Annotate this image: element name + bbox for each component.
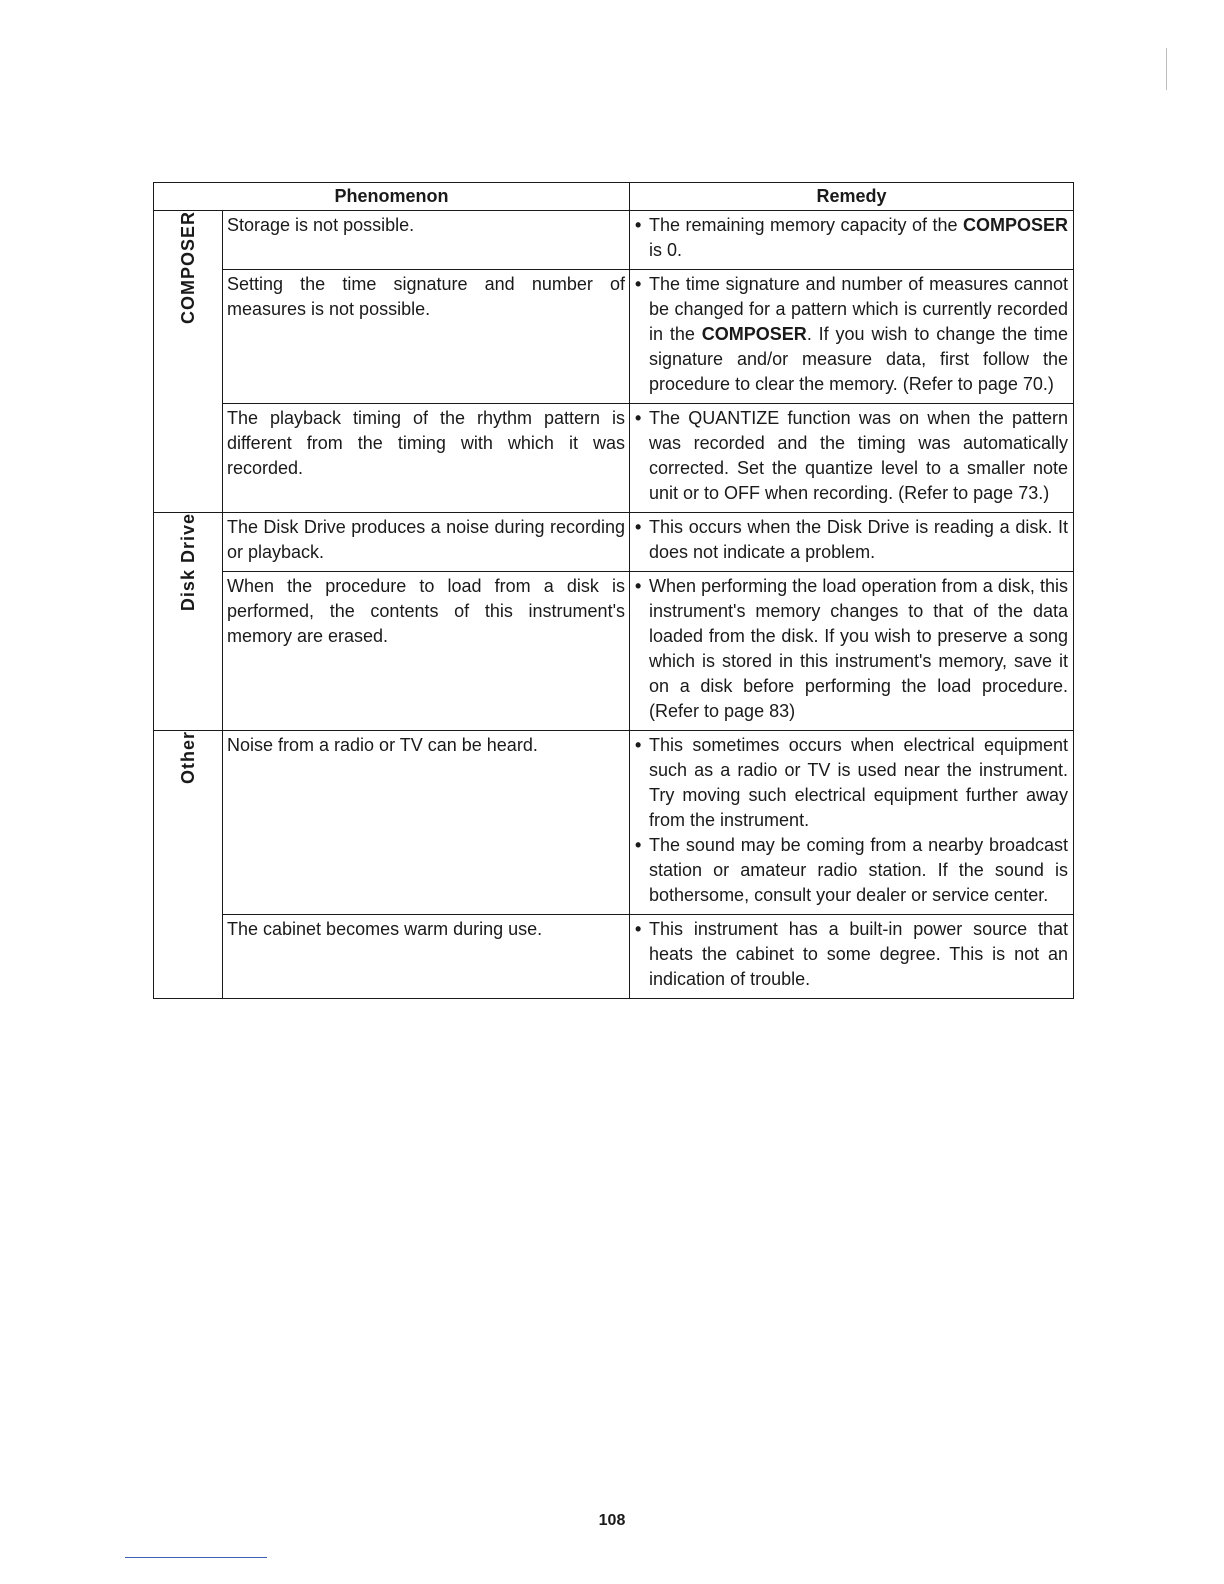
- table-row: [154, 513, 1074, 572]
- phenomenon-cell: Noise from a radio or TV can be heard.: [223, 731, 630, 915]
- category-other: [154, 731, 223, 999]
- bullet-icon: •: [635, 408, 642, 428]
- category-label: Disk Drive: [177, 513, 198, 612]
- remedy-header: Remedy: [630, 183, 1074, 211]
- table-row: [154, 572, 1074, 731]
- remedy-cell: • This occurs when the Disk Drive is reading a disk. It does not indicate a problem.: [630, 513, 1074, 572]
- category-composer: [154, 211, 223, 513]
- category-disk-drive: [154, 513, 223, 731]
- phenomenon-cell: Setting the time signature and number of measures is not possible.: [223, 270, 630, 404]
- troubleshooting-table: [153, 182, 1074, 999]
- category-label: COMPOSER: [177, 211, 198, 325]
- remedy-cell: • This instrument has a built-in power source that heats the cabinet to some degree. This is not an indication of trouble.: [630, 915, 1074, 999]
- composer-term: COMPOSER: [963, 215, 1069, 235]
- phenomenon-cell: The Disk Drive produces a noise during recording or playback.: [223, 513, 630, 572]
- remedy-cell: • This sometimes occurs when electrical equipment such as a radio or TV is used near the instrument. Try moving such electrical equipment further away from the instrument. • The sound may be coming from a nearby broadcast station or amateur radio station. If the sound is bothersome, consult your dealer or service center.: [630, 731, 1074, 915]
- phenomenon-cell: The cabinet becomes warm during use.: [223, 915, 630, 999]
- phenomenon-cell: When the procedure to load from a disk is performed, the contents of this instrument's memory are erased.: [223, 572, 630, 731]
- composer-term: COMPOSER: [701, 324, 807, 344]
- bullet-icon: •: [635, 735, 642, 755]
- table-row: [154, 270, 1074, 404]
- page-number: 108: [598, 1512, 626, 1529]
- bullet-icon: •: [635, 274, 642, 294]
- bullet-icon: •: [635, 517, 642, 537]
- phenomenon-cell: Storage is not possible.: [223, 211, 630, 270]
- margin-mark: [1166, 48, 1167, 90]
- bullet-icon: •: [635, 835, 642, 855]
- remedy-cell: • The time signature and number of measures cannot be changed for a pattern which is currently recorded in the COMPOSER. If you wish to change the time signature and/or measure data, first follow the procedure to clear the memory. (Refer to page 70.): [630, 270, 1074, 404]
- bullet-icon: •: [635, 919, 642, 939]
- table-row: [154, 731, 1074, 915]
- table-row: [154, 404, 1074, 513]
- bullet-icon: •: [635, 576, 642, 596]
- table-row: [154, 211, 1074, 270]
- remedy-cell: • The QUANTIZE function was on when the pattern was recorded and the timing was automatically corrected. Set the quantize level to a smaller note unit or to OFF when recording. (Refer to page 73.): [630, 404, 1074, 513]
- remedy-cell: • The remaining memory capacity of the COMPOSER is 0.: [630, 211, 1074, 270]
- phenomenon-cell: The playback timing of the rhythm pattern is different from the timing with which it was recorded.: [223, 404, 630, 513]
- bullet-icon: •: [635, 215, 642, 235]
- phenomenon-header: Phenomenon: [154, 183, 630, 211]
- remedy-cell: • When performing the load operation from a disk, this instrument's memory changes to that of the data loaded from the disk. If you wish to preserve a song which is stored in this instrument's memory, save it on a disk before performing the load procedure. (Refer to page 83): [630, 572, 1074, 731]
- footer-rule: [125, 1557, 267, 1558]
- table-row: [154, 915, 1074, 999]
- category-label: Other: [177, 731, 198, 785]
- header-row: [154, 183, 1074, 211]
